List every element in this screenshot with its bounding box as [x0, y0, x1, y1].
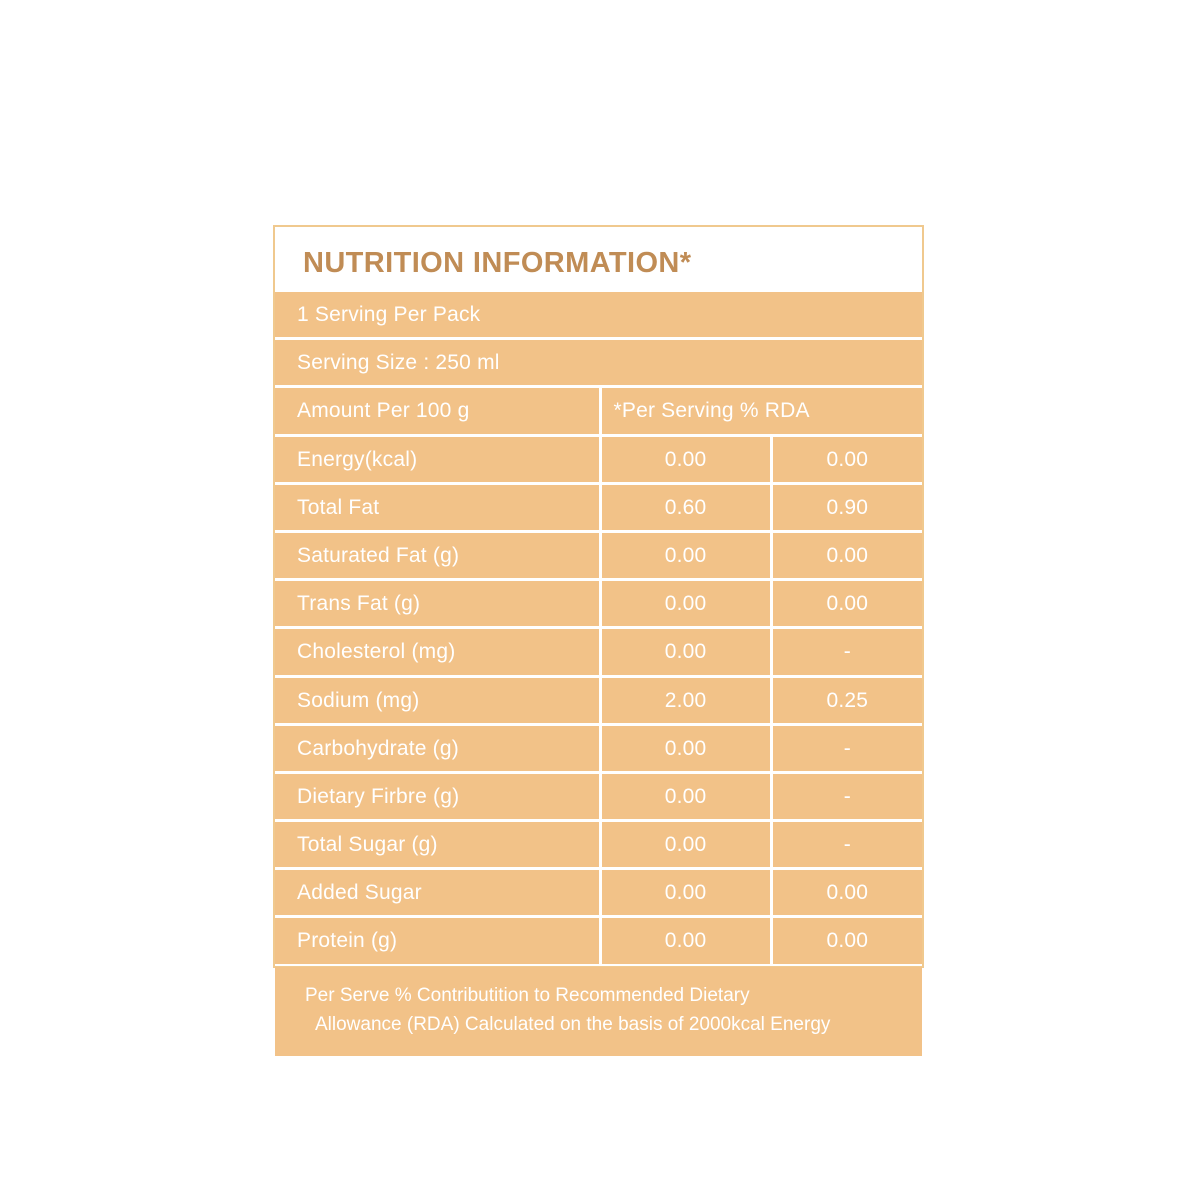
nutrient-label: Trans Fat (g)	[275, 581, 599, 626]
nutrient-label: Energy(kcal)	[275, 437, 599, 482]
table-row	[275, 774, 922, 819]
page-title: NUTRITION INFORMATION*	[303, 247, 692, 279]
nutrient-label: Total Fat	[275, 485, 599, 530]
nutrient-rda: 0.00	[773, 581, 922, 626]
table-row	[275, 533, 922, 578]
table-row	[275, 678, 922, 723]
serving-size-row: Serving Size : 250 ml	[275, 340, 922, 385]
nutrient-amount: 0.00	[602, 870, 770, 915]
nutrient-rda: 0.00	[773, 870, 922, 915]
nutrient-rda: 0.00	[773, 533, 922, 578]
nutrient-rda: -	[773, 822, 922, 867]
nutrient-label: Total Sugar (g)	[275, 822, 599, 867]
nutrition-panel-inner	[275, 227, 922, 1056]
nutrient-amount: 0.00	[602, 533, 770, 578]
table-row	[275, 870, 922, 915]
nutrient-amount: 0.00	[602, 774, 770, 819]
header-per-serving-rda: *Per Serving % RDA	[602, 388, 923, 433]
table-row	[275, 485, 922, 530]
nutrient-rda: -	[773, 629, 922, 674]
nutrient-amount: 0.00	[602, 918, 770, 963]
footnote-line-2: Allowance (RDA) Calculated on the basis of 2000kcal Energy	[315, 1014, 831, 1036]
footnote-line-1: Per Serve % Contributition to Recommended Dietary	[305, 984, 750, 1006]
table-row	[275, 822, 922, 867]
nutrient-label: Sodium (mg)	[275, 678, 599, 723]
nutrient-amount: 0.00	[602, 629, 770, 674]
nutrient-amount: 0.00	[602, 822, 770, 867]
table-row	[275, 726, 922, 771]
nutrition-information-panel	[273, 225, 924, 1036]
nutrient-rda: -	[773, 726, 922, 771]
nutrient-label: Protein (g)	[275, 918, 599, 963]
nutrient-amount: 2.00	[602, 678, 770, 723]
nutrient-amount: 0.00	[602, 726, 770, 771]
nutrient-rda: 0.25	[773, 678, 922, 723]
nutrient-amount: 0.00	[602, 581, 770, 626]
nutrient-rda: 0.00	[773, 918, 922, 963]
nutrient-label: Cholesterol (mg)	[275, 629, 599, 674]
nutrient-amount: 0.00	[602, 437, 770, 482]
nutrient-rda: 0.90	[773, 485, 922, 530]
nutrient-rda: -	[773, 774, 922, 819]
nutrient-label: Carbohydrate (g)	[275, 726, 599, 771]
nutrient-rda: 0.00	[773, 437, 922, 482]
table-row	[275, 437, 922, 482]
rda-footnote	[275, 967, 922, 1056]
servings-per-pack-row: 1 Serving Per Pack	[275, 292, 922, 337]
nutrient-label: Added Sugar	[275, 870, 599, 915]
table-header-row	[275, 388, 922, 433]
nutrient-label: Saturated Fat (g)	[275, 533, 599, 578]
nutrient-label: Dietary Firbre (g)	[275, 774, 599, 819]
table-row	[275, 629, 922, 674]
nutrient-amount: 0.60	[602, 485, 770, 530]
table-row	[275, 918, 922, 963]
header-amount-per-100g: Amount Per 100 g	[275, 388, 599, 433]
table-row	[275, 581, 922, 626]
